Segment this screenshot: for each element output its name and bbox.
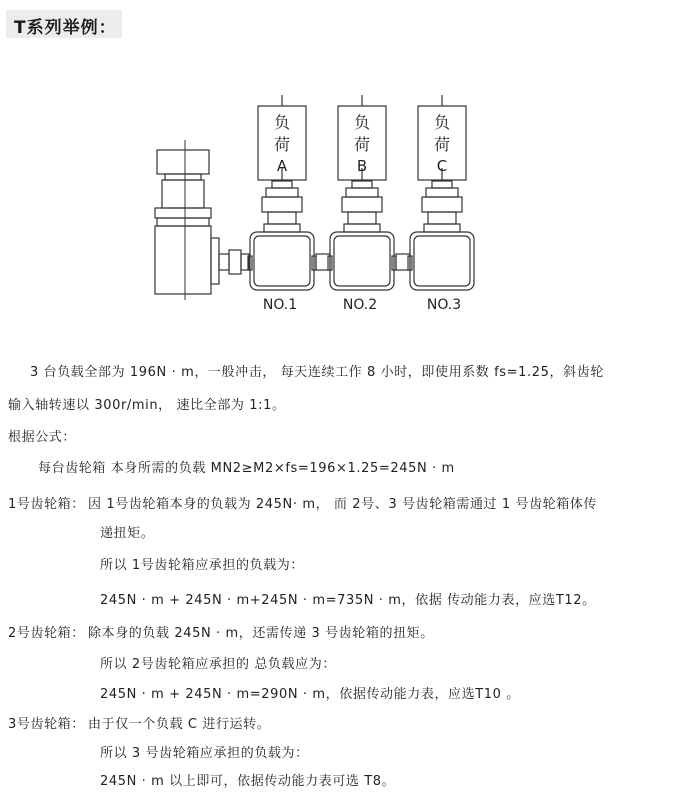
diagram-drawing — [155, 95, 474, 300]
gearbox-2-line-2: 所以 2号齿轮箱应承担的 总负载应为： — [100, 657, 336, 672]
load-b-char1: 负 — [353, 113, 371, 132]
load-c-letter: C — [436, 157, 448, 175]
intro-line-1: 3 台负载全部为 196N · m，一般冲击， 每天连续工作 8 小时，即使用系数 fs=1.25，斜齿轮 — [30, 365, 604, 380]
gearbox-3-line-2: 所以 3 号齿轮箱应承担的负载为： — [100, 746, 309, 761]
load-b-letter: B — [356, 157, 368, 175]
gearbox-1-line-1: 因 1号齿轮箱本身的负载为 245N· m， 而 2号、3 号齿轮箱需通过 1 号齿轮箱体传 — [88, 497, 598, 512]
gearbox-3 — [408, 168, 474, 290]
gearbox-2-line-1: 除本身的负载 245N · m，还需传递 3 号齿轮箱的扭矩。 — [88, 626, 434, 641]
page-title: T系列举例： — [14, 18, 117, 38]
motor — [155, 140, 219, 300]
gearbox-label-1: NO.1 — [262, 297, 298, 313]
load-b-char2: 荷 — [353, 135, 371, 154]
load-a-char1: 负 — [273, 113, 291, 132]
intro-line-2: 输入轴转速以 300r/min， 速比全部为 1:1。 — [8, 398, 286, 413]
load-a-letter: A — [276, 157, 288, 175]
load-c-char2: 荷 — [433, 135, 451, 154]
gearbox-diagram — [0, 60, 696, 330]
gearbox-2-line-3: 245N · m + 245N · m=290N · m，依据传动能力表，应选T10 。 — [100, 687, 520, 702]
gearbox-label-2: NO.2 — [342, 297, 378, 313]
gearbox-1-line-2: 递扭矩。 — [100, 526, 155, 541]
gearbox-1-label: 1号齿轮箱： — [8, 497, 85, 512]
load-c-char1: 负 — [433, 113, 451, 132]
gearbox-label-3: NO.3 — [426, 297, 462, 313]
gearbox-1 — [248, 168, 316, 290]
formula-line: 每台齿轮箱 本身所需的负载 MN2≥M2×fs=196×1.25=245N · m — [38, 461, 455, 476]
gearbox-1-line-3: 所以 1号齿轮箱应承担的负载为： — [100, 558, 305, 573]
load-a-char2: 荷 — [273, 135, 291, 154]
formula-heading: 根据公式： — [8, 430, 77, 445]
gearbox-3-label: 3号齿轮箱： — [8, 717, 85, 732]
gearbox-3-line-1: 由于仅一个负载 C 进行运转。 — [88, 717, 271, 732]
gearbox-3-line-3: 245N · m 以上即可，依据传动能力表可选 T8。 — [100, 774, 396, 789]
gearbox-1-line-4: 245N · m + 245N · m+245N · m=735N · m，依据 传动能力表，应选T12。 — [100, 593, 596, 608]
coupling-1 — [219, 250, 249, 274]
gearbox-2 — [328, 168, 396, 290]
gearbox-2-label: 2号齿轮箱： — [8, 626, 85, 641]
